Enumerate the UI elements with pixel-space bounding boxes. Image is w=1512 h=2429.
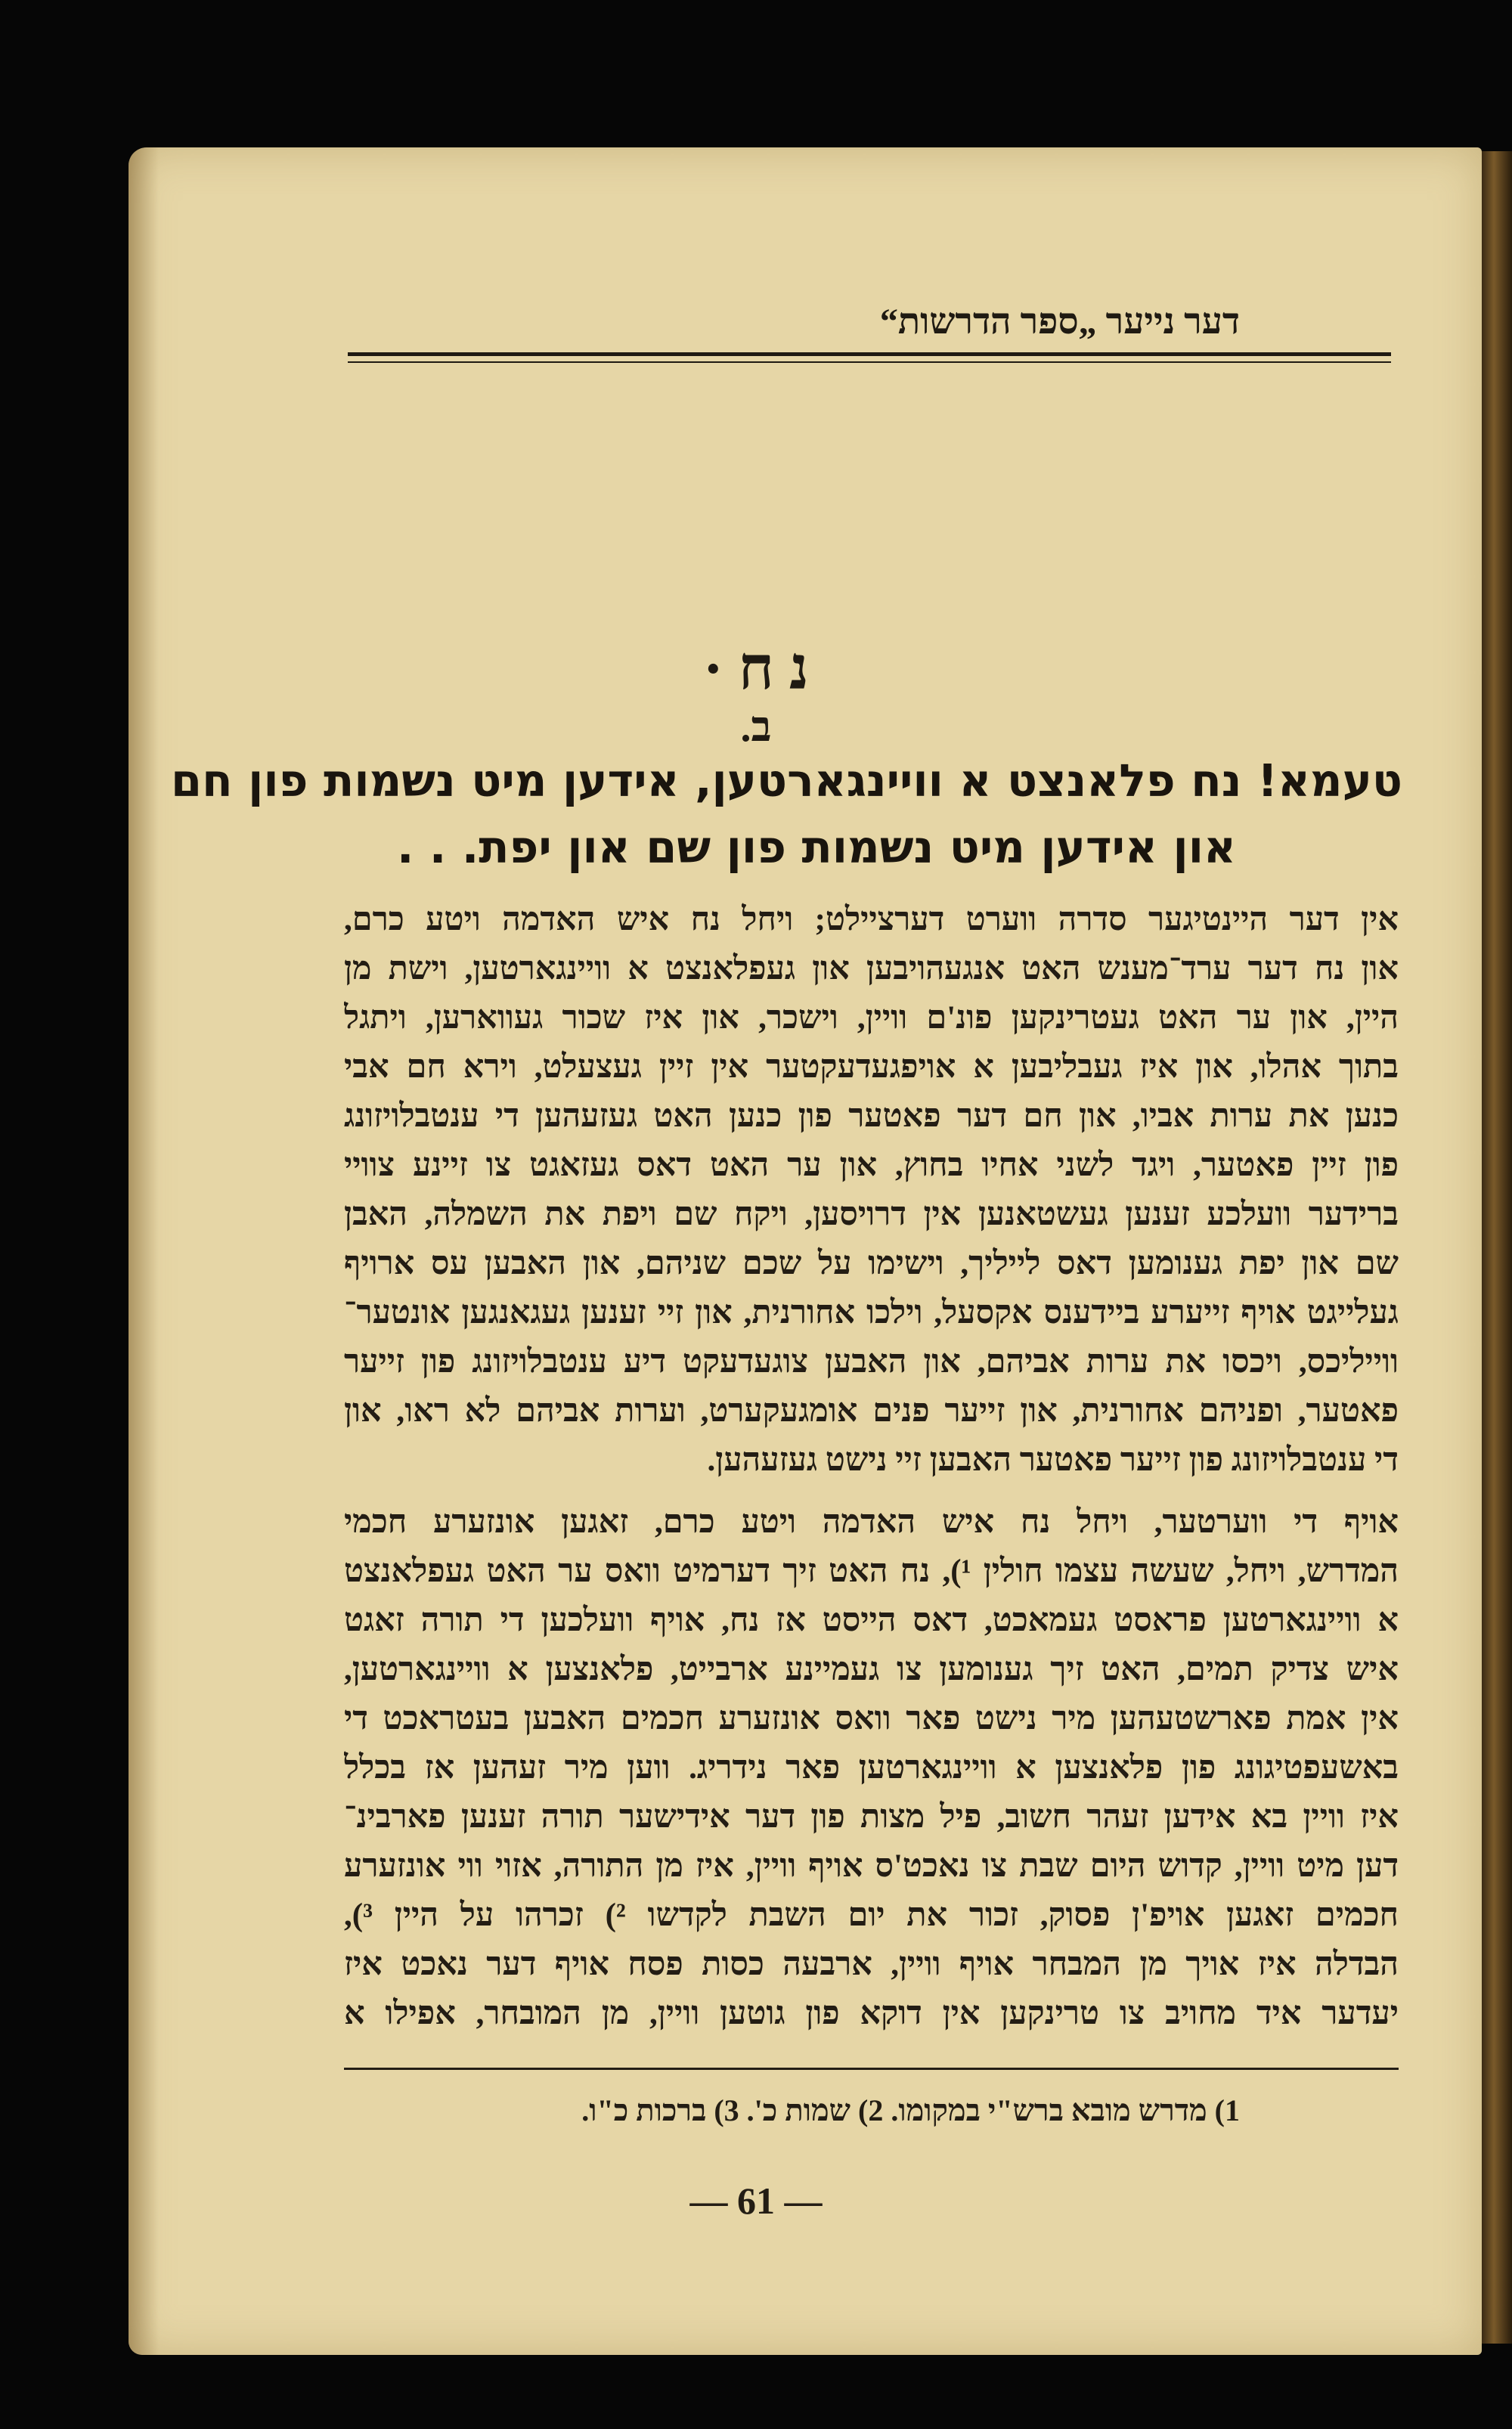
body-line: און נח דער ערד־מענש האט אנגעהויבען און געפלאנצט א וויינגארטען, וישת מן (344, 951, 1399, 987)
body-line: חכמים זאגען אויפ'ן פסוק, זכור את יום השבת לקדשו ²) זכרהו על היין ³), (344, 1898, 1399, 1933)
body-line: הבדלה איז אויך מן המבחר אויף וויין, ארבעה כסות פסח אויף דער נאכט איז (344, 1947, 1399, 1982)
header-rule-thick (348, 352, 1391, 356)
header-rule-thin (348, 361, 1391, 363)
page-edge (1482, 151, 1512, 2344)
body-line: ווייליכס, ויכסו את ערות אביהם, און האבען צוגעדעקט דיע ענטבלויזונג פון זייער (344, 1344, 1399, 1380)
body-line: געלייגט אויף זייערע ביידענס אקסעל, וילכו אחורנית, און זיי זענען געגאנגען אונטער־ (344, 1295, 1399, 1331)
footnotes: 1) מדרש מובא ברש"י במקומו. 2) שמות כ'. 3) ברכות כ"ו. (581, 2093, 1240, 2127)
body-line: יעדער איד מחויב צו טרינקען אין דוקא פון גוטען וויין, מן המובחר, אפילו א (344, 1996, 1399, 2031)
body-line: פאטער, ופניהם אחורנית, און זייער פנים אומגעקערט, וערות אביהם לא ראו, און (344, 1393, 1399, 1429)
page-number: — 61 — (689, 2180, 823, 2222)
body-line: דען מיט וויין, קדוש היום שבת צו נאכט'ס אויף וויין, איז מן התורה, אזוי ווי אונזערע (344, 1848, 1399, 1884)
spine-shadow (129, 147, 159, 2355)
body-line: פון זיין פאטער, ויגד לשני אחיו בחוץ, און ער האט דאס געזאגט צו זיינע צוויי (344, 1148, 1399, 1183)
body-line: אין דער היינטיגער סדרה ווערט דערציילט; ויחל נח איש האדמה ויטע כרם, (344, 902, 1399, 937)
chapter-number: נ ח · (702, 636, 810, 702)
body-line: באשעפטיגונג פון פלאנצען א וויינגארטען פאר נידריג. ווען מיר זעהען אז בכלל (344, 1750, 1399, 1786)
sub-section-number: ב. (740, 704, 772, 751)
body-line: די ענטבלויזונג פון זייער פאטער האבען זיי נישט געזעהען. (707, 1442, 1399, 1478)
body-line: המדרש, ויחל, שעשה עצמו חולין ¹), נח האט זיך דערמיט וואס ער האט געפלאנצט (344, 1554, 1399, 1589)
body-line: ברידער וועלכע זענען געשטאנען אין דרויסען, ויקח שם ויפת את השמלה, האבן (344, 1197, 1399, 1232)
body-line: בתוך אהלו, און איז געבליבען א אויפגעדעקטער אין זיין געצעלט, וירא חם אבי (344, 1049, 1399, 1085)
footnote-rule (344, 2068, 1399, 2070)
body-line: איש צדיק תמים, האט זיך גענומען צו געמיינע ארבייט, פלאנצען א וויינגארטען, (344, 1652, 1399, 1687)
body-line: אין אמת פארשטעהען מיר נישט פאר וואס אונזערע חכמים האבען בעטראכט די (344, 1701, 1399, 1737)
section-title-line-2: און אידען מיט נשמות פון שם און יפת. . . (396, 821, 1236, 873)
body-line: א וויינגארטען פראסט געמאכט, דאס הייסט אז נח, אויף וועלכען די תורה זאגט (344, 1603, 1399, 1638)
body-line: שם און יפת גענומען דאס לייליך, וישימו על שכם שניהם, און האבען עס ארויף (344, 1246, 1399, 1281)
body-line: איז וויין בא אידען זעהר חשוב, פיל מצות פון דער אידישער תורה זענען פארבינ־ (344, 1799, 1399, 1835)
section-title-line-1: טעמא! נח פלאנצט א וויינגארטען, אידען מיט נשמות פון חם (171, 754, 1402, 807)
body-line: היין, און ער האט געטרינקען פונ'ם וויין, וישכר, און איז שכור געווארען, ויתגל (344, 1000, 1399, 1036)
running-head: דער נייער „ספר הדרשות“ (879, 302, 1240, 342)
body-line: אויף די ווערטער, ויחל נח איש האדמה ויטע כרם, זאגען אונזערע חכמי (344, 1504, 1399, 1540)
body-line: כנען את ערות אביו, און חם דער פאטער פון כנען האט געזעהען די ענטבלויזונג (344, 1098, 1399, 1134)
